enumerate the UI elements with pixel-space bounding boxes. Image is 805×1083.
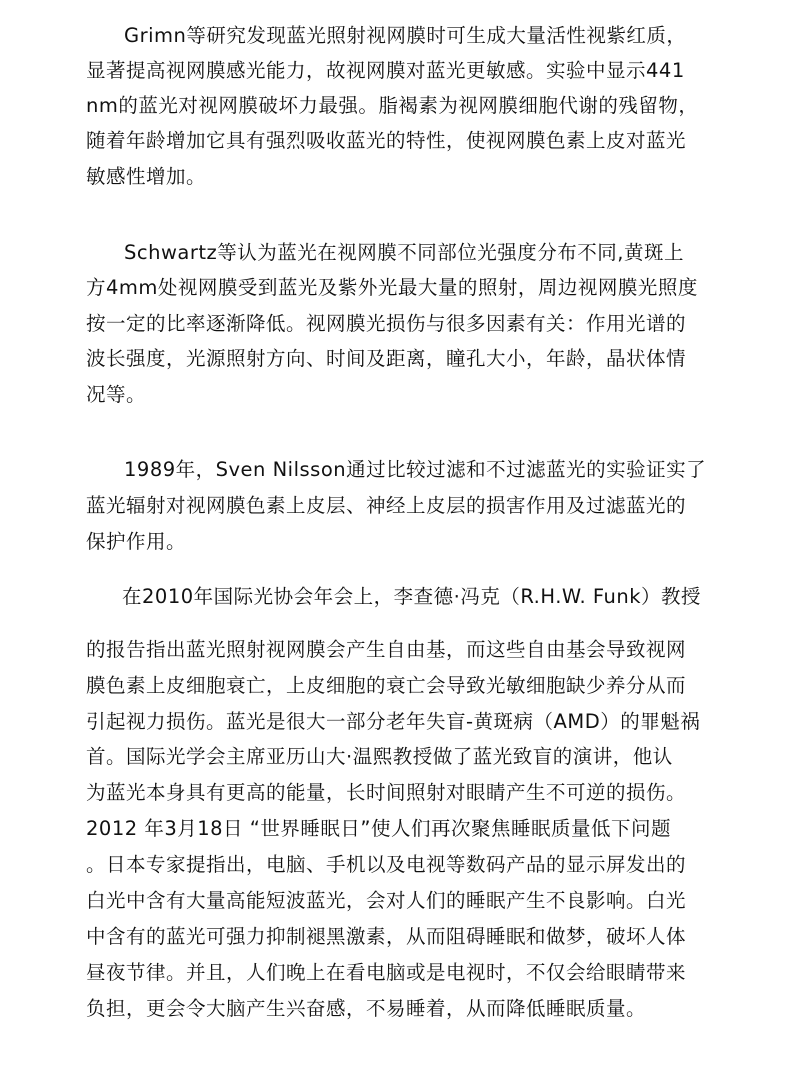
paragraph-1-line-5: 敏感性增加。 [86,165,207,188]
paragraph-2-line-5: 况等。 [86,383,147,406]
paragraph-4-line-8: 。日本专家提指出，电脑、手机以及电视等数码产品的显示屏发出的 [86,853,687,876]
paragraph-2-line-3: 按一定的比率逐渐降低。视网膜光损伤与很多因素有关：作用光谱的 [86,312,687,335]
paragraph-4-line-10: 中含有的蓝光可强力抑制褪黑激素，从而阻碍睡眠和做梦，破坏人体 [86,925,687,948]
paragraph-1-line-1: Grimn等研究发现蓝光照射视网膜时可生成大量活性视紫红质， [124,24,687,47]
paragraph-4-line-1: 在2010年国际光协会年会上，李查德·冯克（R.H.W. Funk）教授 [122,585,701,608]
paragraph-3-line-2: 蓝光辐射对视网膜色素上皮层、神经上皮层的损害作用及过滤蓝光的 [86,494,687,517]
paragraph-1-line-4: 随着年龄增加它具有强烈吸收蓝光的特性，使视网膜色素上皮对蓝光 [86,129,687,152]
paragraph-4-line-6: 为蓝光本身具有更高的能量，长时间照射对眼睛产生不可逆的损伤。 [86,781,687,804]
paragraph-1-line-2: 显著提高视网膜感光能力，故视网膜对蓝光更敏感。实验中显示441 [86,59,685,82]
paragraph-4-line-12: 负担，更会令大脑产生兴奋感，不易睡着，从而降低睡眠质量。 [86,997,647,1020]
paragraph-4-line-11: 昼夜节律。并且，人们晚上在看电脑或是电视时，不仅会给眼睛带来 [86,961,687,984]
paragraph-4-line-4: 引起视力损伤。蓝光是很大一部分老年失盲-黄斑病（AMD）的罪魁祸 [86,710,701,733]
paragraph-2-line-1: Schwartz等认为蓝光在视网膜不同部位光强度分布不同,黄斑上 [124,241,684,264]
paragraph-4-line-3: 膜色素上皮细胞衰亡，上皮细胞的衰亡会导致光敏细胞缺少养分从而 [86,674,687,697]
paragraph-4-line-7: 2012 年3月18日 “世界睡眠日”使人们再次聚焦睡眠质量低下问题 [86,817,671,840]
paragraph-2-line-4: 波长强度，光源照射方向、时间及距离，瞳孔大小，年龄，晶状体情 [86,347,687,370]
paragraph-4-line-2: 的报告指出蓝光照射视网膜会产生自由基，而这些自由基会导致视网 [86,638,687,661]
paragraph-2-line-2: 方4mm处视网膜受到蓝光及紫外光最大量的照射，周边视网膜光照度 [86,276,698,299]
paragraph-4-line-9: 白光中含有大量高能短波蓝光，会对人们的睡眠产生不良影响。白光 [86,889,687,912]
paragraph-4-line-5: 首。国际光学会主席亚历山大·温熙教授做了蓝光致盲的演讲，他认 [86,745,673,768]
paragraph-1-line-3: nm的蓝光对视网膜破坏力最强。脂褐素为视网膜细胞代谢的残留物， [86,94,699,117]
paragraph-3-line-1: 1989年，Sven Nilsson通过比较过滤和不过滤蓝光的实验证实了 [124,458,707,481]
paragraph-3-line-3: 保护作用。 [86,530,187,553]
